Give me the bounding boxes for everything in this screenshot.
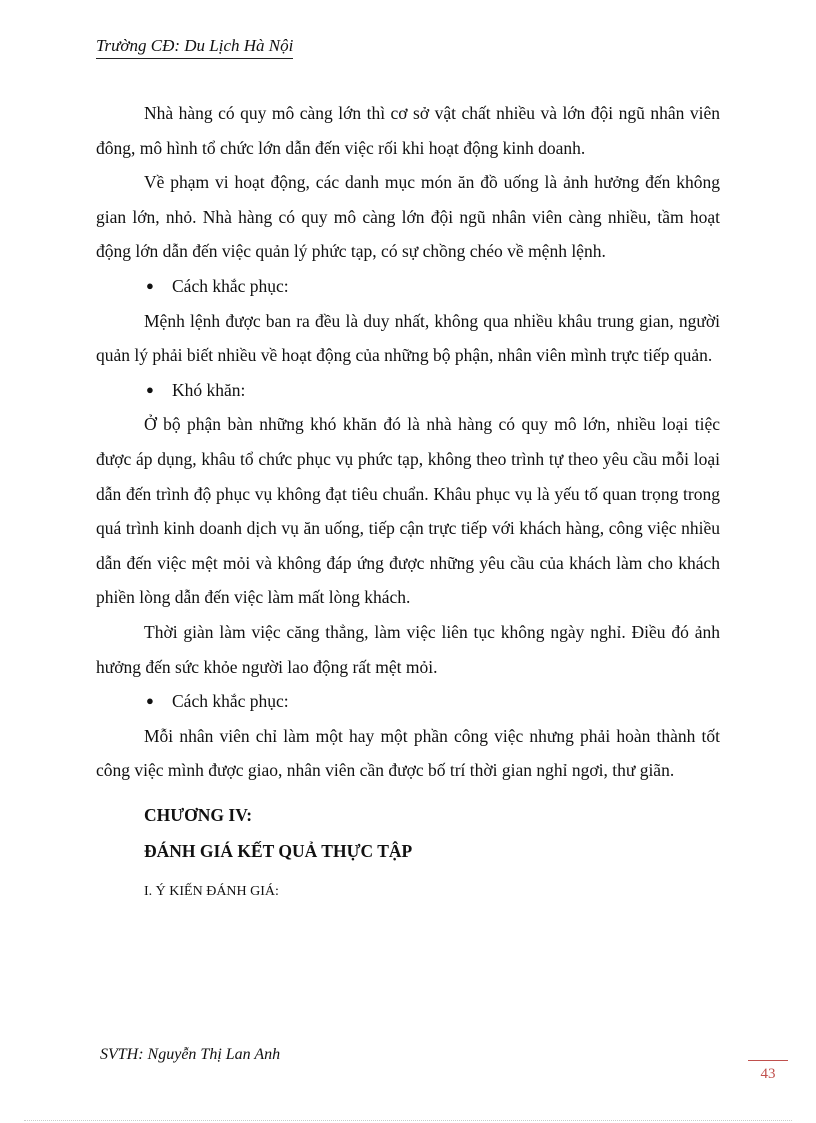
bullet-label: Khó khăn: xyxy=(172,379,246,400)
section-heading: I. Ý KIẾN ĐÁNH GIÁ: xyxy=(144,884,279,900)
paragraph: Mệnh lệnh được ban ra đều là duy nhất, không qua nhiều khâu trung gian, người quản lý phải biết nhiều về hoạt động của những bộ phận, nhân viên mình trực tiếp quản. xyxy=(96,310,720,366)
bullet-label: Cách khắc phục: xyxy=(172,275,289,296)
bullet-item xyxy=(96,373,720,408)
paragraph: Ở bộ phận bàn những khó khăn đó là nhà hàng có quy mô lớn, nhiều loại tiệc được áp dụng, khâu tổ chức phục vụ phức tạp, không theo trình tự theo yêu cầu mỗi loại dẫn đến trình độ phục vụ không đạt tiêu chuẩn. Khâu phục vụ là yếu tố quan trọng trong quá trình kinh doanh dịch vụ ăn uống, tiếp cận trực tiếp với khách hàng, công việc nhiều dẫn đến việc mệt mỏi và không đáp ứng được những yêu cầu của khách làm cho khách phiền lòng dẫn đến việc làm mất lòng khách. xyxy=(96,414,720,608)
bullet-label: Cách khắc phục: xyxy=(172,691,289,712)
paragraph: Mỗi nhân viên chỉ làm một hay một phần công việc nhưng phải hoàn thành tốt công việc mình được giao, nhân viên cần được bố trí thời gian nghỉ ngơi, thư giãn. xyxy=(96,725,720,781)
footer-author: SVTH: Nguyễn Thị Lan Anh xyxy=(100,1046,281,1063)
paragraph: Nhà hàng có quy mô càng lớn thì cơ sở vật chất nhiều và lớn đội ngũ nhân viên đông, mô hình tổ chức lớn dẫn đến việc rối khi hoạt động kinh doanh. xyxy=(96,103,720,158)
chapter-number: CHƯƠNG IV: xyxy=(144,804,253,825)
footer-divider xyxy=(748,1060,788,1061)
body-text xyxy=(96,96,720,910)
bullet-dot-icon: ● xyxy=(146,277,154,293)
paragraph: Về phạm vi hoạt động, các danh mục món ăn đồ uống là ảnh hưởng đến không gian lớn, nhỏ. Nhà hàng có quy mô càng lớn đội ngũ nhân viên càng nhiều, tầm hoạt động lớn dẫn đến việc quản lý phức tạp, có sự chồng chéo về mệnh lệnh. xyxy=(96,172,720,262)
page-header: Trường CĐ: Du Lịch Hà Nội xyxy=(96,36,293,59)
page-number: 43 xyxy=(760,1066,776,1082)
bullet-item xyxy=(96,269,720,304)
paragraph: Thời giàn làm việc căng thẳng, làm việc liên tục không ngày nghỉ. Điều đó ảnh hưởng đến sức khỏe người lao động rất mệt mỏi. xyxy=(96,621,720,677)
bullet-dot-icon: ● xyxy=(146,693,154,709)
chapter-title: ĐÁNH GIÁ KẾT QUẢ THỰC TẬP xyxy=(144,841,413,862)
bullet-item xyxy=(96,684,720,719)
bullet-dot-icon: ● xyxy=(146,381,154,397)
page-bottom-rule xyxy=(24,1120,792,1121)
